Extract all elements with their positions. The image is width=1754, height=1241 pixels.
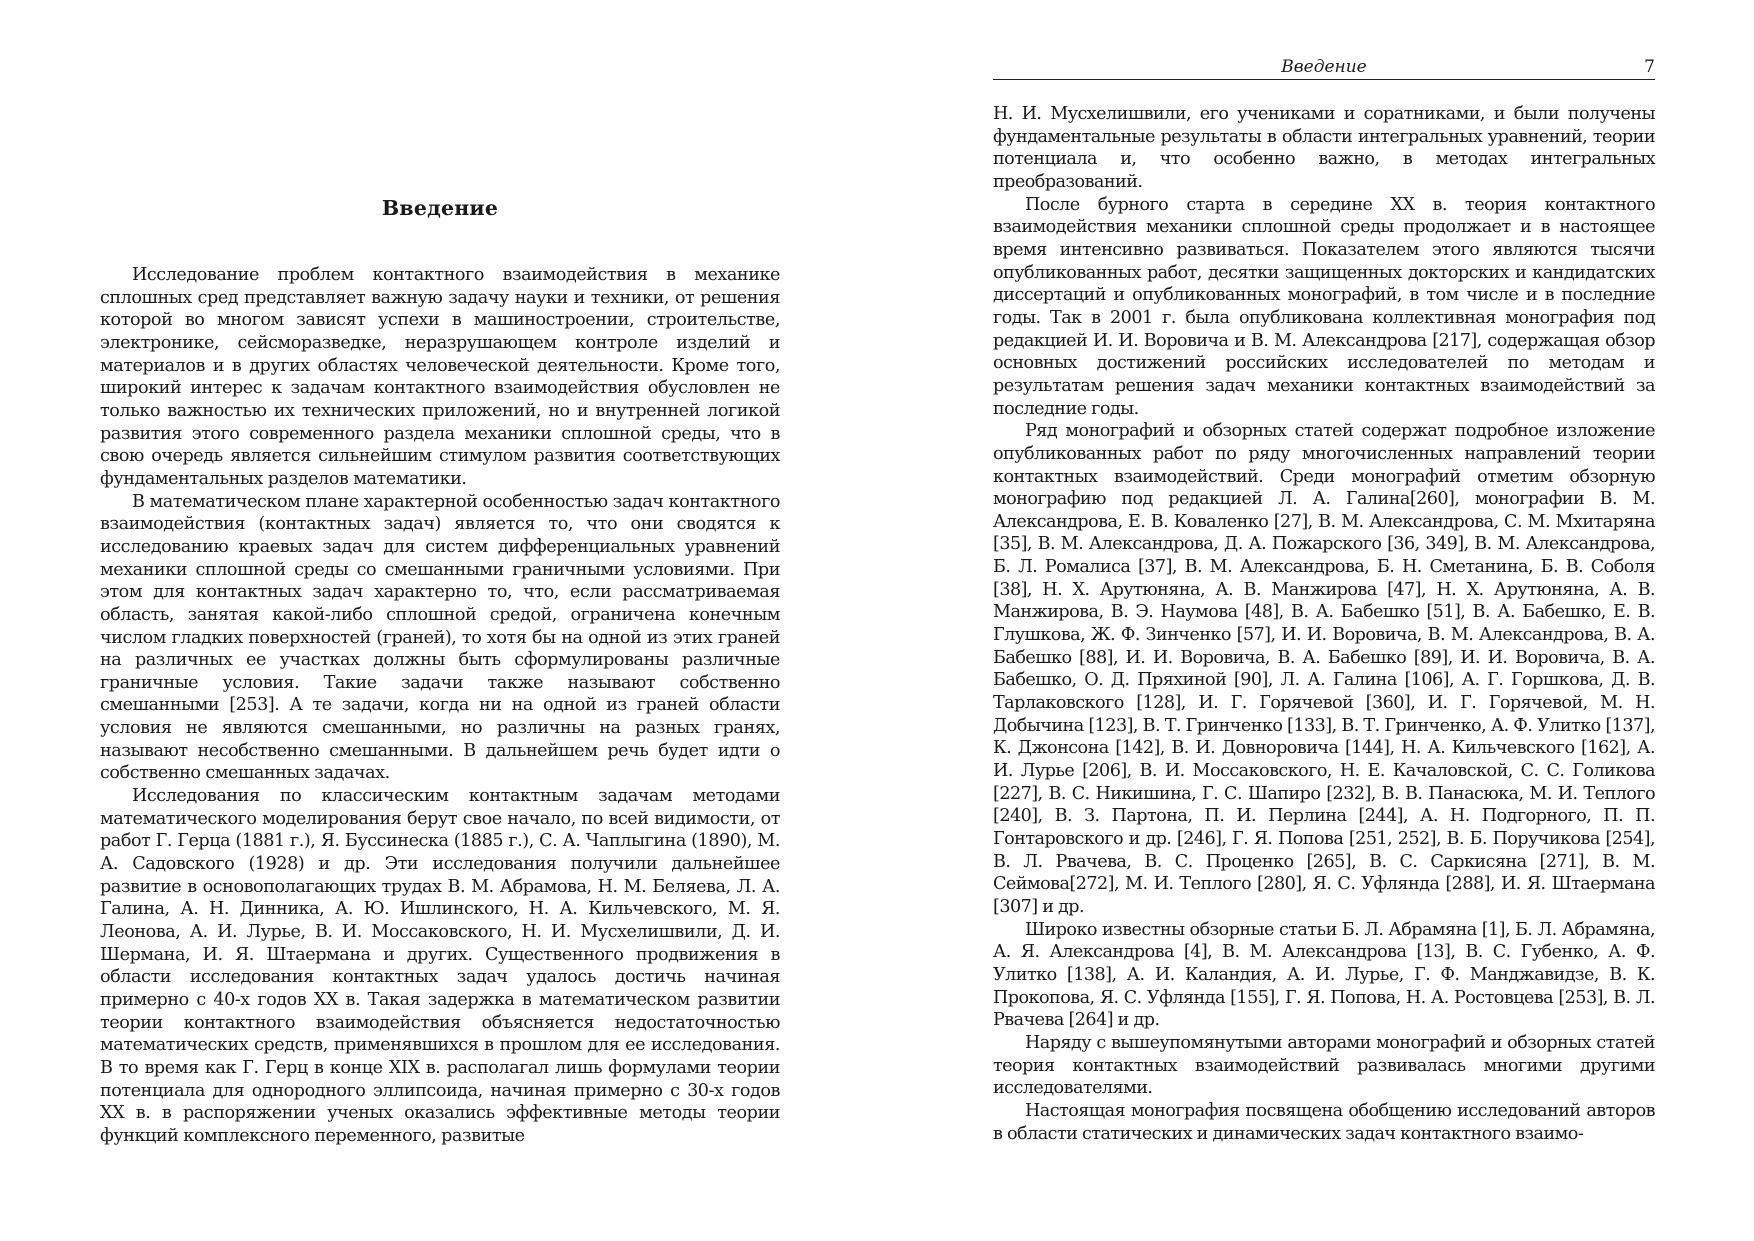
paragraph: Настоящая монография посвящена обобщению исследований авторов в области статических и динамических задач контактного взаимо-: [993, 1100, 1655, 1144]
running-header: [993, 54, 1655, 80]
paragraph: Исследование проблем контактного взаимодействия в механике сплошных сред представляет важную задачу науки и техники, от решения которой во многом зависят успехи в машиностроении, строительстве, электронике, сейсморазведке, неразрушающем контроле изделий и материалов и в других областях человеческой деятельности. Кроме того, широкий интерес к задачам контактного взаимодействия обусловлен не только важностью их технических приложений, но и внутренней логикой развития этого современного раздела механики сплошной среды, что в свою очередь является сильнейшим стимулом развития соответствующих фундаментальных разделов математики.: [100, 265, 780, 489]
running-title: Введение: [1281, 57, 1367, 77]
page-number: 7: [1644, 57, 1655, 77]
paragraph: В математическом плане характерной особенностью задач контактного взаимодействия (контактных задач) является то, что они сводятся к исследованию краевых задач для систем дифференциальных уравнений механики сплошной среды со смешанными граничными условиями. При этом для контактных задач характерно то, что, если рассматриваемая область, занятая какой-либо сплошной средой, ограничена конечным числом гладких поверхностей (граней), то хотя бы на одной из этих граней на различных ее участках должны быть сформулированы различные граничные условия. Такие задачи также называют собственно смешанными [253]. А те задачи, когда ни на одной из граней области условия не являются смешанными, но различны на разных гранях, называют несобственно смешанными. В дальнейшем речь будет идти о собственно смешанных задачах.: [100, 491, 780, 784]
paragraph: Исследования по классическим контактным задачам методами математического моделирования берут свое начало, по всей видимости, от работ Г. Герца (1881 г.), Я. Буссинеска (1885 г.), С. А. Чаплыгина (1890), М. А. Садовского (1928) и др. Эти исследования получили дальнейшее развитие в основополагающих трудах В. М. Абрамова, Н. М. Беляева, Л. А. Галина, А. Н. Динника, А. Ю. Ишлинского, Н. А. Кильчевского, М. Я. Леонова, А. И. Лурье, В. И. Моссаковского, Н. И. Мусхелишвили, Д. И. Шермана, И. Я. Штаермана и других. Существенного продвижения в области исследования контактных задач удалось достичь начиная примерно с 40-х годов XX в. Такая задержка в математическом развитии теории контактного взаимодействия объясняется недостаточностью математических средств, применявшихся в прошлом для ее исследования. В то время как Г. Герц в конце XIX в. располагал лишь формулами теории потенциала для однородного эллипсоида, начиная примерно с 30-х годов XX в. в распоряжении ученых оказались эффективные методы теории функций комплексного переменного, развитые: [100, 786, 780, 1146]
left-page: [100, 0, 780, 1241]
paragraph: После бурного старта в середине XX в. теория контактного взаимодействия механики сплошной среды продолжает и в настоящее время интенсивно развиваться. Показателем этого являются тысячи опубликованных работ, десятки защищенных докторских и кандидатских диссертаций и опубликованных монографий, в том числе и в последние годы. Так в 2001 г. была опубликована коллективная монография под редакцией И. И. Воровича и В. М. Александрова [217], содержащая обзор основных достижений российских исследователей по методам и результатам решения задач механики контактных взаимодействий за последние годы.: [993, 194, 1655, 419]
paragraph: Н. И. Мусхелишвили, его учениками и соратниками, и были получены фундаментальные результаты в области интегральных уравнений, теории потенциала и, что особенно важно, в методах интегральных преобразований.: [993, 104, 1655, 192]
paragraph: Ряд монографий и обзорных статей содержат подробное изложение опубликованных работ по ряду многочисленных направлений теории контактных взаимодействий. Среди монографий отметим обзорную монографию под редакцией Л. А. Галина[260], монографии В. М. Александрова, Е. В. Коваленко [27], В. М. Александрова, С. М. Мхитаряна [35], В. М. Александрова, Д. А. Пожарского [36, 349], В. М. Александрова, Б. Л. Ромалиса [37], В. М. Александрова, Б. Н. Сметанина, Б. В. Соболя [38], Н. Х. Арутюняна, А. В. Манжирова [47], Н. Х. Арутюняна, А. В. Манжирова, В. Э. Наумова [48], В. А. Бабешко [51], В. А. Бабешко, Е. В. Глушкова, Ж. Ф. Зинченко [57], И. И. Воровича, В. М. Александрова, В. А. Бабешко [88], И. И. Воровича, В. А. Бабешко [89], И. И. Воровича, В. А. Бабешко, О. Д. Пряхиной [90], Л. А. Галина [106], А. Г. Горшкова, Д. В. Тарлаковского [128], И. Г. Горячевой [360], И. Г. Горячевой, М. Н. Добычина [123], В. Т. Гринченко [133], В. Т. Гринченко, А. Ф. Улитко [137], К. Джонсона [142], В. И. Довноровича [144], Н. А. Кильчевского [162], А. И. Лурье [206], В. И. Моссаковского, Н. Е. Качаловской, С. С. Голикова [227], В. С. Никишина, Г. С. Шапиро [232], В. В. Панасюка, М. И. Теплого [240], В. З. Партона, П. И. Перлина [244], А. Н. Подгорного, П. П. Гонтаровского и др. [246], Г. Я. Попова [251, 252], В. Б. Поручикова [254], В. Л. Рвачева, В. С. Проценко [265], В. С. Саркисяна [271], В. М. Сеймова[272], М. И. Теплого [280], Я. С. Уфлянда [288], И. Я. Штаермана [307] и др.: [993, 421, 1655, 917]
paragraph: Широко известны обзорные статьи Б. Л. Абрамяна [1], Б. Л. Абрамяна, А. Я. Александрова [4], В. М. Александрова [13], В. С. Губенко, А. Ф. Улитко [138], А. И. Каландия, А. И. Лурье, Г. Ф. Манджавидзе, В. К. Прокопова, Я. С. Уфлянда [155], Г. Я. Попова, Н. А. Ростовцева [253], В. Л. Рвачева [264] и др.: [993, 919, 1655, 1031]
chapter-title: Введение: [381, 196, 499, 220]
right-page: [993, 0, 1655, 1241]
paragraph: Наряду с вышеупомянутыми авторами монографий и обзорных статей теория контактных взаимодействий развивалась многими другими исследователями.: [993, 1032, 1655, 1099]
left-page-body: [100, 264, 780, 1148]
right-page-body: [993, 103, 1655, 1145]
